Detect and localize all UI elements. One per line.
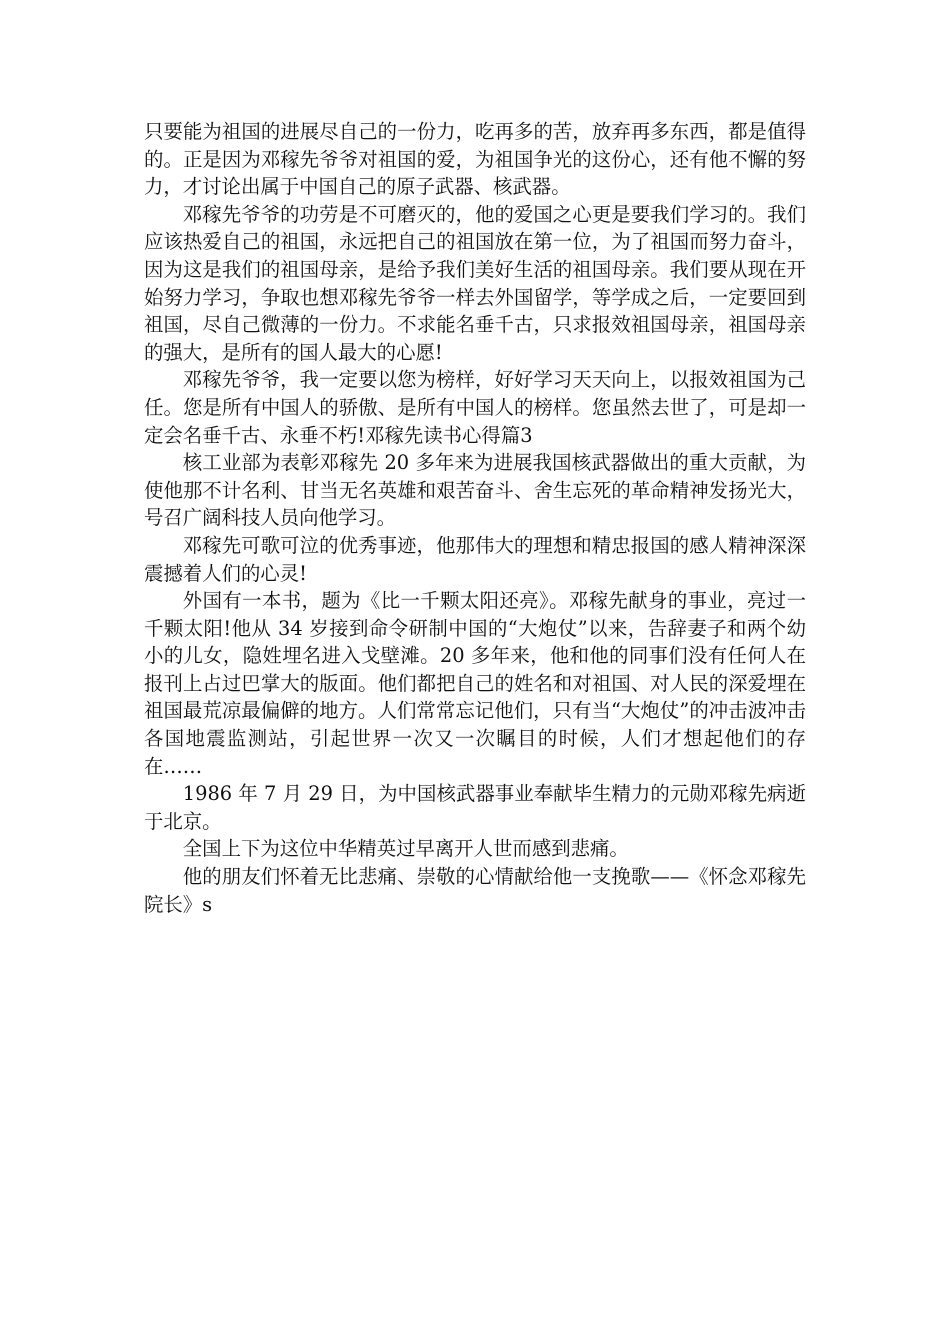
paragraph-2: 邓稼先爷爷的功劳是不可磨灭的，他的爱国之心更是要我们学习的。我们应该热爱自己的祖国，永远把自己的祖国放在第一位，为了祖国而努力奋斗，因为这是我们的祖国母亲，是给予我们美好生活的祖国母亲。我们要从现在开始努力学习，争取也想邓稼先爷爷一样去外国留学，等学成之后，一定要回到祖国，尽自己微薄的一份力。不求能名垂千古，只求报效祖国母亲，祖国母亲的强大，是所有的国人最大的心愿! — [144, 202, 806, 364]
paragraph-8: 全国上下为这位中华精英过早离开人世而感到悲痛。 — [182, 837, 629, 861]
paragraph-1: 只要能为祖国的进展尽自己的一份力，吃再多的苦，放弃再多东西，都是值得的。正是因为邓稼先爷爷对祖国的爱，为祖国争光的这份心，还有他不懈的努力，才讨论出属于中国自己的原子武器、核武器。 — [144, 120, 806, 199]
paragraph-3: 邓稼先爷爷，我一定要以您为榜样，好好学习天天向上，以报效祖国为己任。您是所有中国人的骄傲、是所有中国人的榜样。您虽然去世了，可是却一定会名垂千古、永垂不朽!邓稼先读书心得篇3 — [144, 368, 806, 447]
paragraph-4: 核工业部为表彰邓稼先 20 多年来为进展我国核武器做出的重大贡献，为使他那不计名利、甘当无名英雄和艰苦奋斗、舍生忘死的革命精神发扬光大，号召广阔科技人员向他学习。 — [144, 451, 806, 530]
paragraph-6: 外国有一本书，题为《比一千颗太阳还亮》。邓稼先献身的事业，亮过一千颗太阳!他从 34 岁接到命令研制中国的“大炮仗”以来，告辞妻子和两个幼小的儿女，隐姓埋名进入戈壁滩。20 多年来，他和他的同事们没有任何人在报刊上占过巴掌大的版面。他们都把自己的姓名和对祖国、对人民的深爱埋在祖国最荒凉最偏僻的地方。人们常常忘记他们，只有当“大炮仗”的冲击波冲击各国地震监测站，引起世界一次又一次瞩目的时候，人们才想起他们的存在…… — [144, 589, 806, 778]
document-body — [144, 118, 806, 918]
paragraph-5: 邓稼先可歌可泣的优秀事迹，他那伟大的理想和精忠报国的感人精神深深震撼着人们的心灵! — [144, 533, 806, 585]
paragraph-9: 他的朋友们怀着无比悲痛、崇敬的心情献给他一支挽歌——《怀念邓稼先院长》s — [144, 865, 806, 916]
paragraph-7: 1986 年 7 月 29 日，为中国核武器事业奉献毕生精力的元勋邓稼先病逝于北京。 — [144, 782, 806, 833]
